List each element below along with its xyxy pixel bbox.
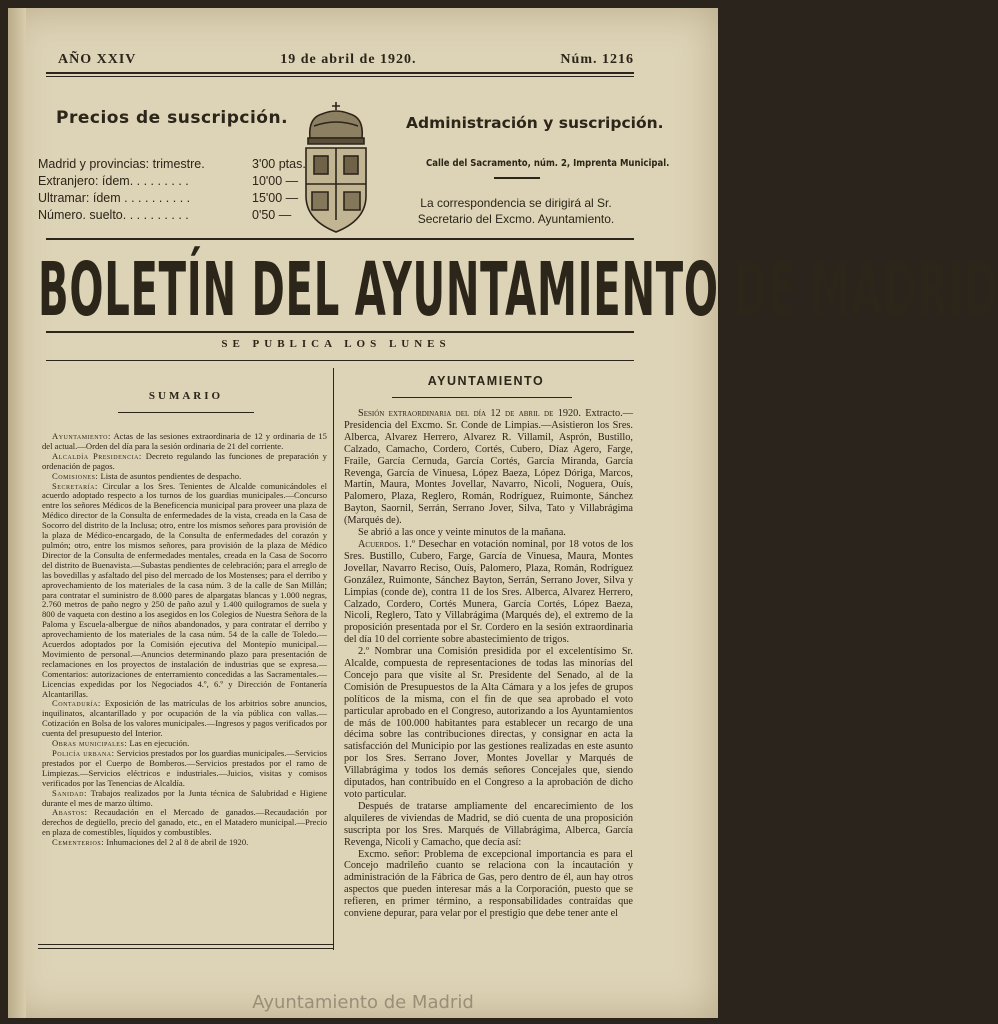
newspaper-page <box>8 8 998 1018</box>
admin-address: Calle del Sacramento, núm. 2, Imprenta Municipal. <box>426 158 670 169</box>
header-rule-thin <box>46 76 634 77</box>
summary-entry-text: Circular a los Sres. Tenientes de Alcalde comunicándoles el acuerdo adoptado respecto a los turnos de los guardias municipales.—Concurso entre los señores Médicos de la Beneficencia municipal para proveer una plaza de Médico director de la Consulta de enfermedades de la vista, creada en la Casa de Socorro del distrito de la Inclusa; otro, entre los mismos señores para provisión de la plaza de Médico-encargado, de la Consulta de enfermedades del corazón y pulmón; otro, entre los mismos señores, para provisión de la plaza de Médico Director de la Consulta de enfermedades mentales, creada en la Casa de Socorro del distrito de Buenavista.—Subastas pendientes de celebración; para el arreglo de las bovedillas y asfaltado del piso del mercado de los Mostenses; para el derribo y aprovechamiento de los materiales de la casa núm. 3 de la calle de San Millán; para contratar el suministro de 8.000 pares de alpargatas blancas y 1.000 negras, 2.760 metros de paño negro y 250 de paño azul y 1.400 quilogramos de suela y 800 de vaqueta con destino a los asegidos en los Colegios de Nuestra Señora de la Paloma y Escuela-albergue de niños abandonados, y para contratar el derribo y aprovechamiento de los materiales de la casa núm. 54 de la calle de Toledo.—Acuerdos adoptados por la Comisión ejecutiva del Montepío municipal.—Movimiento de personal.—Anuncios determinando plazo para presentación de reclamaciones en los proyectos de instalación de industrias que se expresa.—Comentarios: autorizaciones de enterramiento concedidas a las Sacramentales.—Licencias expedidas por los Negociados 4.º, 6.º y Dirección de Fontanería Alcantarillas. <box>42 480 327 699</box>
summary-entry <box>42 482 327 700</box>
summary-entry-label: Cementerios: <box>52 837 105 848</box>
weekly-notice: SE PUBLICA LOS LUNES <box>221 338 451 350</box>
summary-entry-text: Exposición de las matrículas de los arbitrios sobre anuncios, inquilinatos, alcantarillado y por ocupación de la vía pública con vallas.—Cotización en Bolsa de los valores municipales.—Ingresos y pagos verificados por cuenta del presupuesto del Interior. <box>42 698 327 739</box>
summary-entry <box>42 699 327 739</box>
ornament-divider <box>494 177 540 179</box>
summary-entry-text: Decreto regulando las funciones de preparación y ordenación de pagos. <box>42 450 327 471</box>
paragraph-text: Después de tratarse ampliamente del encarecimiento de los alquileres de viviendas de Madrid, se dió cuenta de una proposición suscripta por los Sres. Marqués de Villabrágima, Alberca, García Revenga, Nicoli y Camacho, que decía así: <box>344 800 633 848</box>
date-label: 19 de abril de 1920. <box>280 52 417 67</box>
summary-end-rule-2 <box>38 948 334 949</box>
price-label: Extranjero: ídem. . . . . . . . . <box>38 174 189 188</box>
summary-entry <box>42 808 327 838</box>
article-paragraph <box>344 646 633 801</box>
price-value: 0'50 — <box>252 208 292 222</box>
summary-entry-label: Sanidad: <box>52 787 87 798</box>
article-paragraph <box>344 849 633 920</box>
paragraph-text: Se abrió a las once y veinte minutos de la mañana. <box>358 527 566 539</box>
summary-entry <box>42 789 327 809</box>
price-label: Ultramar: ídem . . . . . . . . . . <box>38 191 191 205</box>
price-row <box>38 190 328 207</box>
admin-title: Administración y suscripción. <box>406 114 664 132</box>
summary-entry-text: Actas de las sesiones extraordinaria de 12 y ordinaria de 15 del actual.—Orden del día para la sesión ordinaria de 21 del corriente. <box>42 431 327 451</box>
paragraph-lead: Acuerdos. <box>358 538 401 550</box>
masthead-title: BOLETÍN DEL AYUNTAMIENTO DE MADRID <box>38 246 998 333</box>
paragraph-text: Excmo. señor: Problema de excepcional importancia es para el Concejo madrileño cuanto se relaciona con la incautación y administración de la Fábrica de Gas, pero dentro de él, aun hay otros aspectos que pueden interesar más a la Corporación, puesto que se refieren, en primer término, a responsabilidades contraídas que conviene depurar, para velar por el prestigio que debe tener ante el <box>344 848 633 920</box>
paragraph-text: Extracto.—Presidencia del Excmo. Sr. Conde de Limpias.—Asistieron los Sres. Alberca, Alvarez Herrero, Alvarez R. Villamil, Asprón, Bustillo, Calzado, Camacho, Cordero, Cortés, Cubero, Díaz Agero, Farge, Fraile, García Cernuda, García Cortés, García Miranda, García Revenga, García de Vinuesa, López Baeza, López Dóriga, Marcos, Martín, Maura, Montes Jovellar, Navarro, Nicoli, Noguera, Ouís, Palomero, Plaza, Reglero, Román, Rodríguez, Ruimonte, Sánchez Bayton, Saornil, Serrán, Serrano Jover, Silva, Tato y Villabrágima (Marqués de). <box>344 408 634 527</box>
summary-entry <box>42 452 327 472</box>
header-rule <box>46 72 634 74</box>
summary-title: SUMARIO <box>148 390 224 402</box>
article-paragraph <box>344 408 633 527</box>
archive-watermark: Ayuntamiento de Madrid <box>252 992 474 1013</box>
masthead-top-rule <box>46 238 634 240</box>
masthead-bottom-rule <box>46 331 634 333</box>
summary-entry-text: Inhumaciones del 2 al 8 de abril de 1920. <box>106 837 249 848</box>
price-value: 15'00 — <box>252 191 299 205</box>
summary-end-rule <box>38 944 334 945</box>
ayuntamiento-title: AYUNTAMIENTO <box>427 374 545 388</box>
ayuntamiento-body <box>344 408 633 920</box>
section-rule <box>46 360 634 361</box>
price-label: Madrid y provincias: trimestre. <box>38 157 205 171</box>
admin-note: La correspondencia se dirigirá al Sr. Secretario del Excmo. Ayuntamiento. <box>417 196 615 226</box>
summary-entry-text: Lista de asuntos pendientes de despacho. <box>100 470 242 481</box>
paragraph-lead: Sesión extraordinaria del día 12 de abril de 1920. <box>358 408 581 419</box>
summary-title-rule <box>118 412 254 413</box>
summary-entry-label: Alcaldía Presidencia: <box>52 450 142 461</box>
price-row <box>38 156 328 173</box>
header-line <box>38 52 634 68</box>
ayuntamiento-title-rule <box>392 397 572 398</box>
coat-of-arms-icon <box>298 100 374 236</box>
article-paragraph <box>344 527 633 539</box>
summary-entry <box>42 749 327 789</box>
summary-body <box>42 432 327 848</box>
summary-entry-label: Policía urbana: <box>52 748 115 758</box>
summary-entry <box>42 432 327 452</box>
prices-title: Precios de suscripción. <box>56 108 289 128</box>
summary-entry-text: Servicios prestados por los guardias municipales.—Servicios prestados por el Cuerpo de Bomberos.—Servicios prestados por el ramo de Limpiezas.—Servicios eléctricos e industriales.—Juicios, visitas y comisos verificados por las Tenencias de Alcaldía. <box>42 748 327 788</box>
summary-entry-text: Las en ejecución. <box>129 738 190 749</box>
paragraph-text: 2.º Nombrar una Comisión presidida por el excelentísimo Sr. Alcalde, compuesta de representaciones de todas las minorías del Concejo para que visite al Sr. Presidente del Senado, al de la Comisión de Presupuestos de la Alta Cámara y a los jefes de grupos políticos de la misma, con el fin de que sea aprobado el voto particular aprobado en el Congreso, autorizando a los Ayuntamientos de más de 100.000 habitantes para establecer un recargo de una décima sobre las contribuciones directas, y consignar en acta la satisfacción del Municipio por las gestiones realizadas en este asunto por los Sres. Serrano Jover, Montes Jovellar y Marqués de Villabrágima y todos los demás señores Concejales que, siendo diputados, han contribuído en el Congreso a la aprobación de dicho voto particular. <box>344 646 633 800</box>
page-edge-shadow <box>8 8 26 1018</box>
summary-entry <box>42 838 327 848</box>
summary-entry-text: Trabajos realizados por la Junta técnica de Salubridad e Higiene durante el mes de marzo último. <box>42 787 328 808</box>
price-label: Número. suelto. . . . . . . . . . <box>38 208 189 222</box>
summary-entry-label: Obras municipales: <box>52 738 128 749</box>
year-label: AÑO XXIV <box>58 52 137 67</box>
paragraph-text: 1.º Desechar en votación nominal, por 18 votos de los Sres. Bustillo, Cubero, Farge, García de Vinuesa, Maura, Montes Jovellar, Navarro Reciso, Ouís, Palomero, Plaza, Román, Rodríguez González, Ruimonte, Sánchez Bayton, Serrán, Serrano Jover, Silva y Limpias (conde de), contra 11 de los Sres. Alberca, Alvarez Herrero, Calzado, Cordero, Cortés Munera, García Cortés, López Baeza, Nicoli, Reglero, Tato y Villabrágima (Marqués de), el extremo de la proposición presentada por el Sr. Cordero en la sesión extraordinaria del día 10 del corriente sobre abastecimiento de trigos. <box>344 538 634 646</box>
issue-number: Núm. 1216 <box>560 52 634 67</box>
article-paragraph <box>344 801 633 849</box>
summary-entry-label: Ayuntamiento: <box>52 431 111 441</box>
summary-entry-text: Recaudación en el Mercado de ganados.—Recaudación por derechos de degüello, precio del ganado, etc., en el Matadero municipal.—Precio en plaza de comestibles, líquidos y combustibles. <box>42 807 327 838</box>
price-row <box>38 207 328 224</box>
summary-entry-label: Contaduría: <box>52 698 101 709</box>
article-paragraph <box>344 539 633 646</box>
price-row <box>38 173 328 190</box>
column-divider <box>333 368 334 950</box>
summary-entry-label: Abastos: <box>52 807 88 818</box>
summary-entry-label: Secretaría: <box>52 480 98 491</box>
summary-entry-label: Comisiones: <box>52 470 99 481</box>
price-value: 3'00 ptas. <box>252 157 306 171</box>
price-value: 10'00 — <box>252 174 299 188</box>
prices-table <box>38 156 328 224</box>
